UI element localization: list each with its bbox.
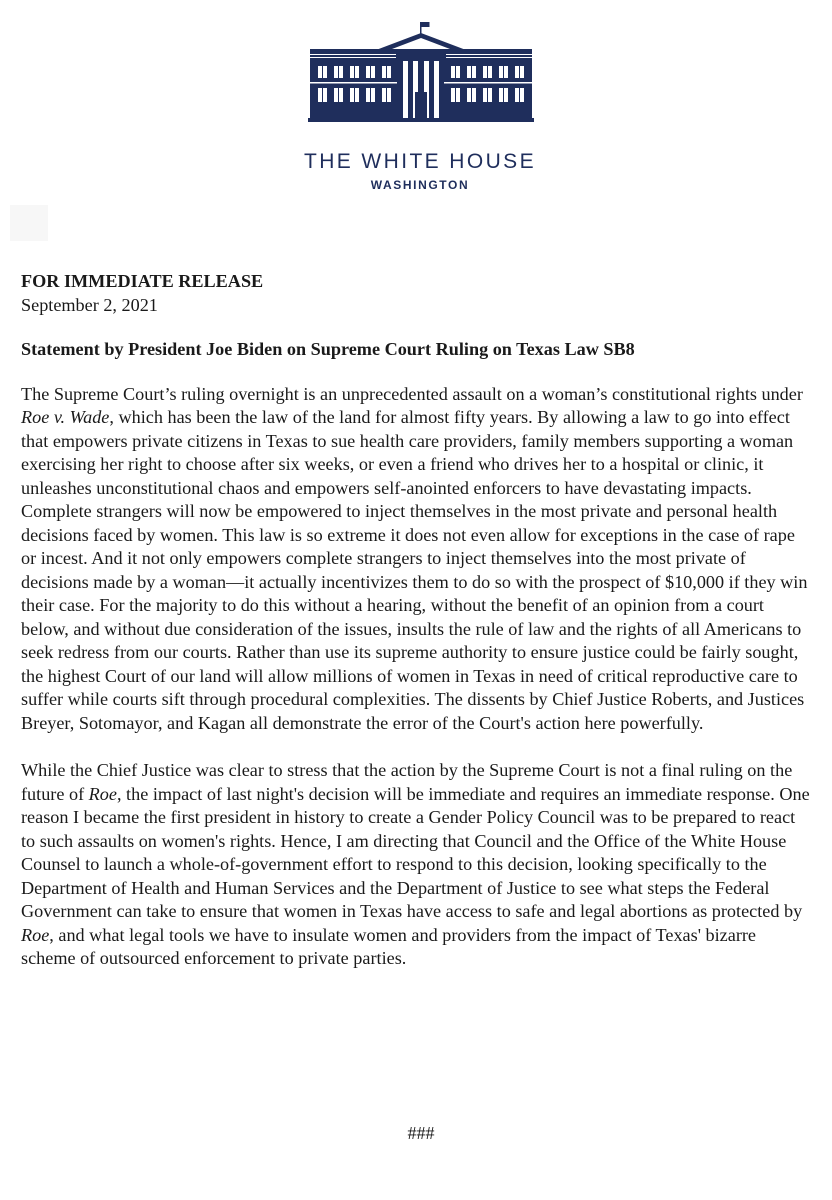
letterhead-title: THE WHITE HOUSE: [303, 150, 536, 173]
case-name-roe-v-wade: Roe v. Wade: [21, 407, 110, 427]
statement-title: Statement by President Joe Biden on Supreme Court Ruling on Texas Law SB8: [21, 339, 635, 359]
press-release-body: [21, 270, 811, 971]
end-mark: ###: [407, 1123, 435, 1143]
release-label: FOR IMMEDIATE RELEASE: [21, 271, 264, 291]
statement-paragraph-1: The Supreme Court’s ruling overnight is an unprecedented assault on a woman’s constitutional rights under Roe v. Wade, which has been the law of the land for almost fifty years. By allowing a law to go into effect that empowers private citizens in Texas to sue health care providers, family members supporting a woman exercising her right to choose after six weeks, or even a friend who drives her to a hospital or clinic, it unleashes unconstitutional chaos and empowers self-anointed enforcers to have devastating impacts. Complete strangers will now be empowered to inject themselves in the most private and personal health decisions faced by women. This law is so extreme it does not even allow for exceptions in the case of rape or incest. And it not only empowers complete strangers to inject themselves into the most private of decisions made by a woman—it actually incentivizes them to do so with the prospect of $10,000 if they win their case. For the majority to do this without a hearing, without the benefit of an opinion from a court below, and without due consideration of the issues, insults the rule of law and the rights of all Americans to seek redress from our courts. Rather than use its supreme authority to ensure justice could be fairly sought, the highest Court of our land will allow millions of women in Texas in need of critical reproductive care to suffer while courts sift through procedural complexities. The dissents by Chief Justice Roberts, and Justices Breyer, Sotomayor, and Kagan all demonstrate the error of the Court's action here powerfully.: [21, 383, 808, 733]
letterhead: [0, 0, 832, 200]
case-name-roe: Roe: [88, 783, 117, 804]
white-house-logo: [308, 22, 534, 122]
letterhead-subtitle: WASHINGTON: [370, 178, 470, 192]
release-date: September 2, 2021: [21, 294, 158, 315]
case-name-roe: Roe: [21, 924, 50, 945]
statement-paragraph-2: While the Chief Justice was clear to stress that the action by the Supreme Court is not a final ruling on the future of Roe, the impact of last night's decision will be immediate and requires an immediate response. One reason I became the first president in history to create a Gender Policy Council was to be prepared to react to such assaults on women's rights. Hence, I am directing that Council and the Office of the White House Counsel to launch a whole-of-government effort to respond to this decision, looking specifically to the Department of Health and Human Services and the Department of Justice to see what steps the Federal Government can take to ensure that women in Texas have access to safe and legal abortions as protected by Roe, and what legal tools we have to insulate women and providers from the impact of Texas' bizarre scheme of outsourced enforcement to private parties.: [21, 760, 810, 968]
faint-placeholder-box: [10, 205, 48, 241]
